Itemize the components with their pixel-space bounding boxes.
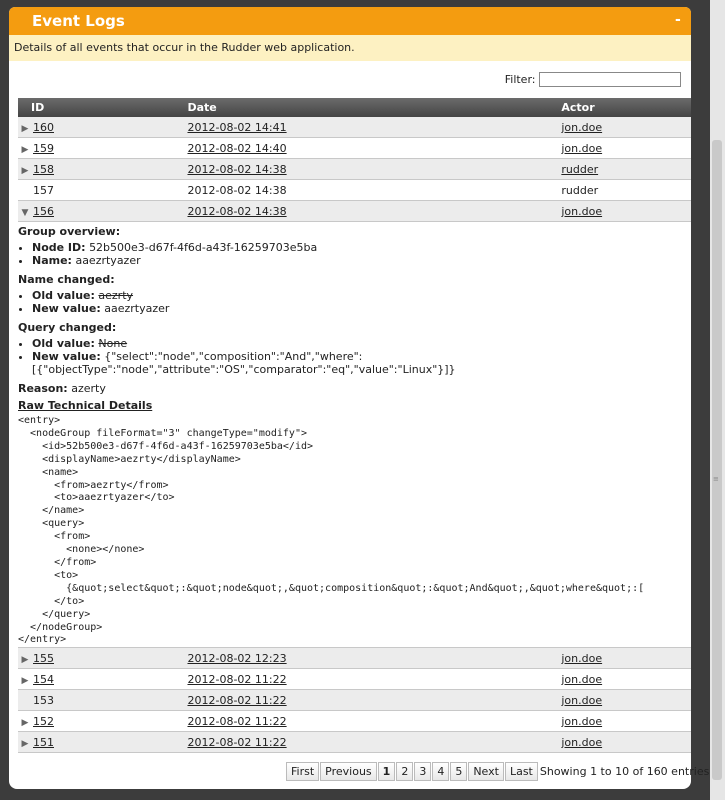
new-value-label: New value:	[32, 302, 101, 315]
list-item	[32, 289, 691, 302]
event-actor-link[interactable]: jon.doe	[561, 714, 603, 728]
pager-previous-button[interactable]: Previous	[320, 762, 377, 781]
reason-value: azerty	[71, 382, 106, 395]
column-header-actor[interactable]: Actor	[561, 98, 691, 117]
pager-info: Showing 1 to 10 of 160 entries	[539, 765, 710, 778]
pager-next-button[interactable]: Next	[468, 762, 504, 781]
node-id-label: Node ID:	[32, 241, 86, 254]
old-value-label: Old value:	[32, 289, 95, 302]
event-date-link[interactable]: 2012-08-02 14:40	[187, 141, 287, 155]
event-id-link[interactable]: 156	[33, 204, 54, 218]
event-details-row	[18, 222, 691, 648]
name-old-value: aezrty	[98, 289, 134, 302]
event-details	[18, 222, 691, 648]
pagination	[286, 762, 709, 781]
list-item	[32, 241, 691, 254]
event-actor-link[interactable]: jon.doe	[561, 693, 603, 707]
event-id: 153	[33, 693, 54, 707]
event-id-link[interactable]: 154	[33, 672, 54, 686]
table-row[interactable]	[18, 117, 691, 138]
pager-last-button[interactable]: Last	[505, 762, 538, 781]
event-actor-link[interactable]: jon.doe	[561, 672, 603, 686]
list-item	[32, 337, 691, 350]
panel-title: Event Logs	[32, 12, 125, 30]
event-date-link[interactable]: 2012-08-02 14:38	[187, 204, 287, 218]
table-row[interactable]	[18, 669, 691, 690]
event-date-link[interactable]: 2012-08-02 11:22	[187, 735, 287, 749]
name-changed-list	[18, 289, 691, 315]
new-value-label: New value:	[32, 350, 101, 363]
expand-arrow-icon[interactable]: ▶	[21, 738, 29, 749]
pager-page-5[interactable]: 5	[450, 762, 467, 781]
event-date-link[interactable]: 2012-08-02 12:23	[187, 651, 287, 665]
table-row[interactable]	[18, 138, 691, 159]
event-actor-link[interactable]: jon.doe	[561, 204, 603, 218]
query-changed-list	[18, 337, 691, 376]
filter-box	[505, 72, 681, 87]
event-id-link[interactable]: 158	[33, 162, 54, 176]
query-new-value: {"select":"node","composition":"And","where":[{"objectType":"node","attribute":"OS","comparator":"eq","value":"Linux"}]}	[32, 350, 456, 376]
reason	[18, 382, 691, 395]
scrollbar-grip-icon: ≡	[713, 475, 719, 483]
raw-technical-details-link[interactable]: Raw Technical Details	[18, 399, 153, 412]
event-logs-table	[18, 98, 691, 753]
event-id-link[interactable]: 152	[33, 714, 54, 728]
collapse-arrow-icon[interactable]: ▼	[21, 207, 29, 218]
scrollbar-thumb[interactable]	[712, 140, 722, 780]
table-row[interactable]	[18, 732, 691, 753]
event-date-link[interactable]: 2012-08-02 11:22	[187, 693, 287, 707]
event-actor-link[interactable]: jon.doe	[561, 735, 603, 749]
list-item	[32, 254, 691, 267]
raw-xml-block: <entry> <nodeGroup fileFormat="3" changeType="modify"> <id>52b500e3-d67f-4f6d-a43f-16259703e5ba</id> <displayName>aezrty</displayName> <name> <from>aezrty</from> <to>aaezrtyazer</to> </name> <query> <from> <none></none> </from> <to> {&quot;select&quot;:&quot;node&quot;,&quot;composition&quot;:&quot;And&quot;,&quot;where&quot;:[ </to> </query> </nodeGroup> </entry>	[18, 415, 645, 646]
panel-titlebar	[9, 7, 691, 35]
expand-arrow-icon[interactable]: ▶	[21, 717, 29, 728]
name-new-value: aaezrtyazer	[104, 302, 170, 315]
expand-arrow-icon[interactable]: ▶	[21, 165, 29, 176]
pager-first-button[interactable]: First	[286, 762, 319, 781]
event-logs-panel	[9, 7, 710, 789]
pager-page-2[interactable]: 2	[396, 762, 413, 781]
list-item	[32, 350, 691, 376]
event-actor-link[interactable]: jon.doe	[561, 141, 603, 155]
filter-label: Filter:	[504, 73, 536, 86]
event-id: 157	[33, 183, 54, 197]
expand-arrow-icon[interactable]: ▶	[21, 654, 29, 665]
table-row[interactable]	[18, 159, 691, 180]
name-value: aaezrtyazer	[75, 254, 141, 267]
event-actor-link[interactable]: rudder	[561, 162, 599, 176]
expand-arrow-icon[interactable]: ▶	[21, 675, 29, 686]
event-date-link[interactable]: 2012-08-02 14:41	[187, 120, 287, 134]
event-date-link[interactable]: 2012-08-02 11:22	[187, 714, 287, 728]
event-id-link[interactable]: 160	[33, 120, 54, 134]
event-date-link[interactable]: 2012-08-02 11:22	[187, 672, 287, 686]
filter-input[interactable]	[539, 72, 681, 87]
pager-page-3[interactable]: 3	[414, 762, 431, 781]
page-scrollbar[interactable]	[710, 0, 725, 800]
group-overview-heading: Group overview:	[18, 225, 121, 238]
event-actor: rudder	[561, 183, 599, 197]
event-date-link[interactable]: 2012-08-02 14:38	[187, 162, 287, 176]
event-id-link[interactable]: 159	[33, 141, 54, 155]
table-row[interactable]	[18, 648, 691, 669]
event-actor-link[interactable]: jon.doe	[561, 651, 603, 665]
table-row	[18, 690, 691, 711]
panel-description: Details of all events that occur in the Rudder web application.	[9, 35, 691, 61]
column-header-id[interactable]: ID	[18, 98, 185, 117]
column-header-date[interactable]: Date	[185, 98, 561, 117]
table-row-expanded[interactable]	[18, 201, 691, 222]
name-label: Name:	[32, 254, 72, 267]
event-actor-link[interactable]: jon.doe	[561, 120, 603, 134]
event-id-link[interactable]: 151	[33, 735, 54, 749]
list-item	[32, 302, 691, 315]
query-old-value: None	[98, 337, 128, 350]
table-row[interactable]	[18, 711, 691, 732]
old-value-label: Old value:	[32, 337, 95, 350]
pager-page-4[interactable]: 4	[432, 762, 449, 781]
table-row	[18, 180, 691, 201]
table-header-row	[18, 98, 691, 117]
collapse-button[interactable]: -	[675, 12, 681, 28]
name-changed-heading: Name changed:	[18, 273, 115, 286]
node-id-value: 52b500e3-d67f-4f6d-a43f-16259703e5ba	[89, 241, 318, 254]
event-id-link[interactable]: 155	[33, 651, 54, 665]
expand-arrow-icon[interactable]: ▶	[21, 144, 29, 155]
event-date: 2012-08-02 14:38	[187, 183, 287, 197]
group-overview-list	[18, 241, 691, 267]
pager-page-1[interactable]: 1	[378, 762, 396, 781]
expand-arrow-icon[interactable]: ▶	[21, 123, 29, 134]
reason-label: Reason:	[18, 382, 68, 395]
query-changed-heading: Query changed:	[18, 321, 117, 334]
